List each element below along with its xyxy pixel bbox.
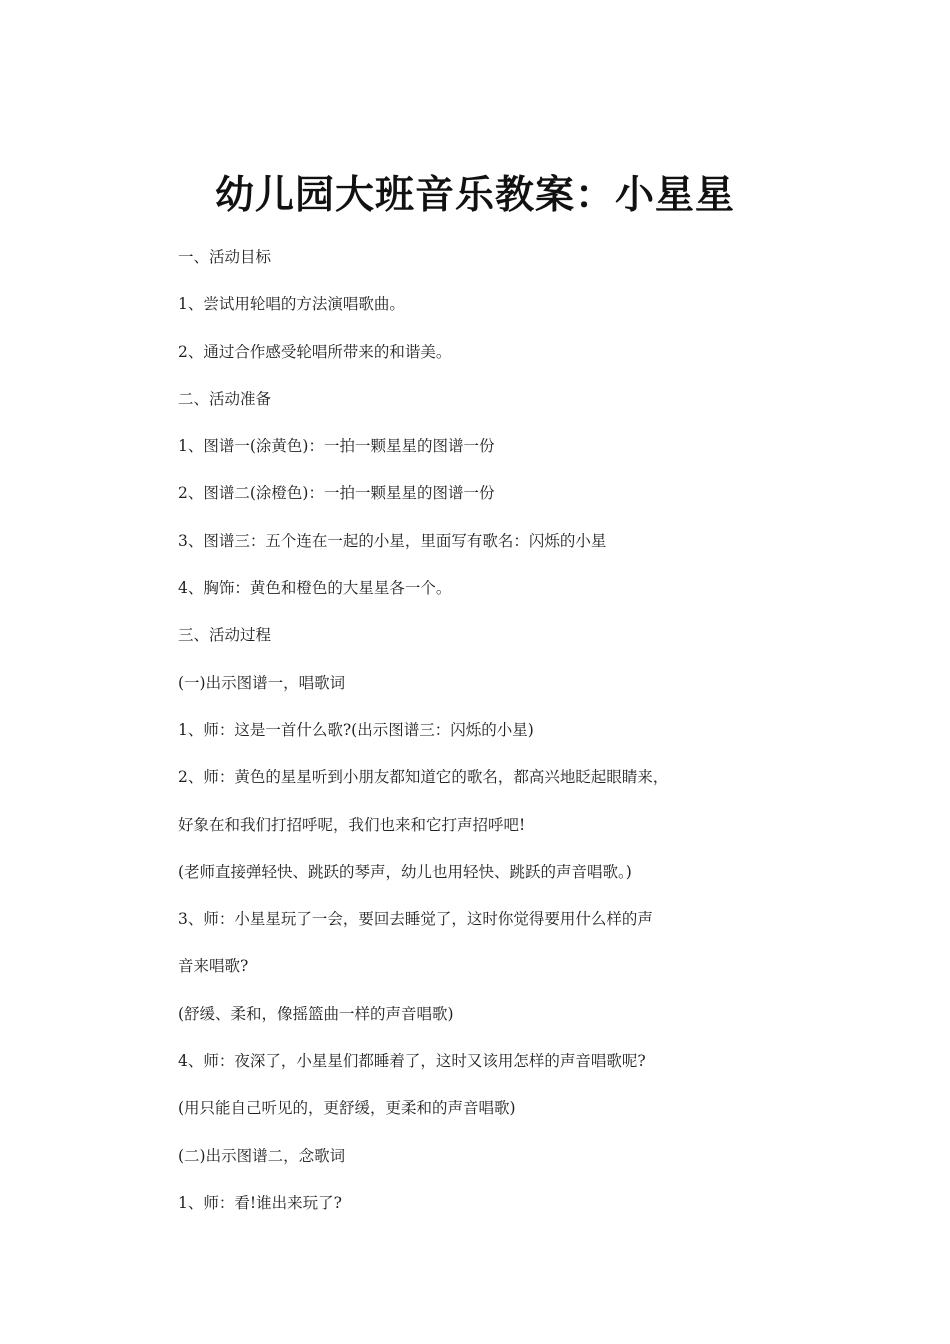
paragraph-line: (用只能自己听见的，更舒缓，更柔和的声音唱歌): [178, 1099, 516, 1118]
paragraph-line: 1、师：看!谁出来玩了?: [178, 1193, 342, 1212]
paragraph-line: 3、图谱三：五个连在一起的小星，里面写有歌名：闪烁的小星: [178, 531, 607, 550]
paragraph-line: 2、图谱二(涂橙色)：一拍一颗星星的图谱一份: [178, 484, 495, 503]
paragraph-line: 1、尝试用轮唱的方法演唱歌曲。: [178, 295, 405, 314]
document-title: 幼儿园大班音乐教案：小星星: [214, 173, 735, 218]
section-heading-process: 三、活动过程: [178, 626, 272, 645]
paragraph-line: 2、师：黄色的星星听到小朋友都知道它的歌名，都高兴地眨起眼睛来，: [178, 768, 669, 787]
paragraph-line: 4、胸饰：黄色和橙色的大星星各一个。: [178, 579, 452, 598]
paragraph-line: 4、师：夜深了，小星星们都睡着了，这时又该用怎样的声音唱歌呢?: [178, 1052, 646, 1071]
paragraph-line: (舒缓、柔和，像摇篮曲一样的声音唱歌): [178, 1004, 454, 1023]
subsection-heading: (一)出示图谱一，唱歌词: [178, 673, 346, 692]
paragraph-line: (老师直接弹轻快、跳跃的琴声，幼儿也用轻快、跳跃的声音唱歌。): [178, 862, 632, 881]
paragraph-line: 好象在和我们打招呼呢，我们也来和它打声招呼吧!: [178, 815, 526, 834]
section-heading-preparation: 二、活动准备: [178, 389, 272, 408]
paragraph-line: 1、师：这是一首什么歌?(出示图谱三：闪烁的小星): [178, 720, 534, 739]
section-heading-goals: 一、活动目标: [178, 248, 272, 266]
paragraph-line: 3、师：小星星玩了一会，要回去睡觉了，这时你觉得要用什么样的声: [178, 910, 653, 929]
subsection-heading: (二)出示图谱二，念歌词: [178, 1146, 346, 1165]
paragraph-line: 2、通过合作感受轮唱所带来的和谐美。: [178, 342, 452, 361]
paragraph-line: 音来唱歌?: [178, 957, 249, 976]
document-body: [178, 243, 738, 1236]
paragraph-line: 1、图谱一(涂黄色)：一拍一颗星星的图谱一份: [178, 437, 495, 456]
